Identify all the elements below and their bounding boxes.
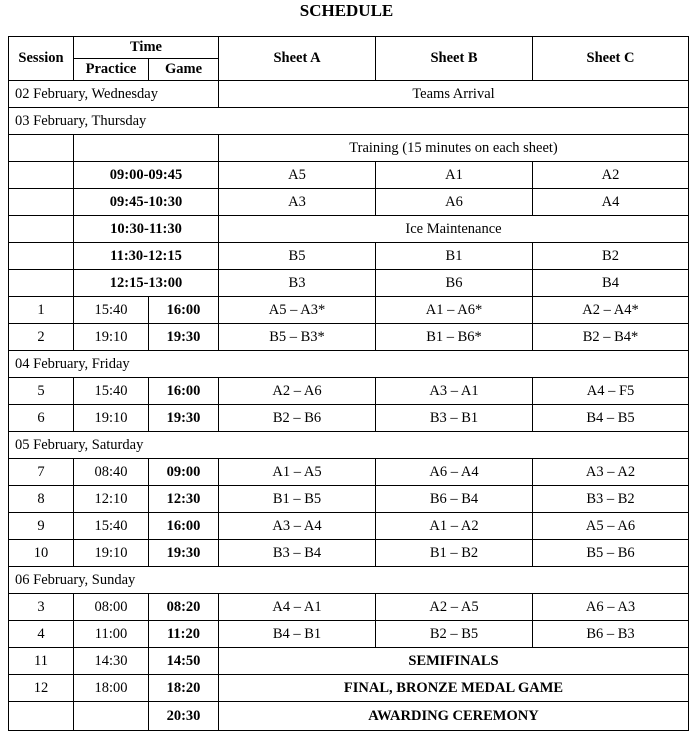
table-row	[9, 135, 689, 162]
empty-cell	[9, 216, 74, 243]
empty-cell	[9, 243, 74, 270]
sheet-b-cell: A3 – A1	[376, 378, 533, 405]
sheet-c-cell: A5 – A6	[533, 513, 689, 540]
table-row	[9, 594, 689, 621]
table-row	[9, 162, 689, 189]
sheet-b-cell: A6 – A4	[376, 459, 533, 486]
table-row	[9, 189, 689, 216]
practice-cell: 11:00	[74, 621, 149, 648]
empty-cell	[74, 135, 219, 162]
table-row	[9, 108, 689, 135]
game-cell: 19:30	[149, 405, 219, 432]
table-row	[9, 648, 689, 675]
sheet-c-cell: B2 – B4*	[533, 324, 689, 351]
sheet-b-cell: A1	[376, 162, 533, 189]
session-cell: 12	[9, 675, 74, 702]
sheet-c-cell: A2	[533, 162, 689, 189]
header-sheet-b: Sheet B	[376, 37, 533, 81]
header-time: Time	[74, 37, 219, 59]
sheet-b-cell: B2 – B5	[376, 621, 533, 648]
training-time: 09:00-09:45	[74, 162, 219, 189]
event-label: Training (15 minutes on each sheet)	[219, 135, 689, 162]
day-label: 03 February, Thursday	[9, 108, 689, 135]
sheet-a-cell: A2 – A6	[219, 378, 376, 405]
sheet-c-cell: A3 – A2	[533, 459, 689, 486]
event-label: Teams Arrival	[219, 81, 689, 108]
training-time: 11:30-12:15	[74, 243, 219, 270]
practice-cell: 15:40	[74, 297, 149, 324]
table-row	[9, 540, 689, 567]
game-cell: 16:00	[149, 513, 219, 540]
session-cell: 8	[9, 486, 74, 513]
day-label: 02 February, Wednesday	[9, 81, 219, 108]
sheet-c-cell: B2	[533, 243, 689, 270]
practice-cell: 12:10	[74, 486, 149, 513]
table-row	[9, 486, 689, 513]
practice-cell: 15:40	[74, 378, 149, 405]
game-cell: 14:50	[149, 648, 219, 675]
header-game: Game	[149, 59, 219, 81]
empty-cell	[9, 189, 74, 216]
sheet-b-cell: A6	[376, 189, 533, 216]
game-cell: 12:30	[149, 486, 219, 513]
sheet-c-cell: B3 – B2	[533, 486, 689, 513]
sheet-c-cell: B5 – B6	[533, 540, 689, 567]
sheet-b-cell: A1 – A2	[376, 513, 533, 540]
sheet-a-cell: B2 – B6	[219, 405, 376, 432]
empty-cell	[74, 702, 149, 731]
practice-cell: 15:40	[74, 513, 149, 540]
practice-cell: 19:10	[74, 540, 149, 567]
session-cell: 9	[9, 513, 74, 540]
session-cell: 6	[9, 405, 74, 432]
practice-cell: 08:40	[74, 459, 149, 486]
sheet-a-cell: A5 – A3*	[219, 297, 376, 324]
table-row	[9, 567, 689, 594]
sheet-c-cell: A4 – F5	[533, 378, 689, 405]
sheet-c-cell: B6 – B3	[533, 621, 689, 648]
sheet-b-cell: B6 – B4	[376, 486, 533, 513]
training-time: 10:30-11:30	[74, 216, 219, 243]
table-row	[9, 81, 689, 108]
table-row	[9, 324, 689, 351]
game-cell: 11:20	[149, 621, 219, 648]
sheet-a-cell: B5	[219, 243, 376, 270]
table-row	[9, 216, 689, 243]
table-row	[9, 378, 689, 405]
sheet-a-cell: A4 – A1	[219, 594, 376, 621]
session-cell: 5	[9, 378, 74, 405]
session-cell: 3	[9, 594, 74, 621]
practice-cell: 18:00	[74, 675, 149, 702]
sheet-a-cell: B5 – B3*	[219, 324, 376, 351]
empty-cell	[9, 702, 74, 731]
session-cell: 4	[9, 621, 74, 648]
page-title: SCHEDULE	[299, 1, 394, 20]
session-cell: 10	[9, 540, 74, 567]
event-label: Ice Maintenance	[219, 216, 689, 243]
event-label: AWARDING CEREMONY	[219, 702, 689, 731]
sheet-c-cell: A6 – A3	[533, 594, 689, 621]
day-label: 05 February, Saturday	[9, 432, 689, 459]
practice-cell: 14:30	[74, 648, 149, 675]
sheet-b-cell: B3 – B1	[376, 405, 533, 432]
table-row	[9, 513, 689, 540]
training-time: 12:15-13:00	[74, 270, 219, 297]
table-row	[9, 243, 689, 270]
day-label: 06 February, Sunday	[9, 567, 689, 594]
sheet-a-cell: B4 – B1	[219, 621, 376, 648]
practice-cell: 08:00	[74, 594, 149, 621]
sheet-a-cell: B3 – B4	[219, 540, 376, 567]
empty-cell	[9, 135, 74, 162]
sheet-a-cell: A1 – A5	[219, 459, 376, 486]
sheet-b-cell: A1 – A6*	[376, 297, 533, 324]
table-row	[9, 621, 689, 648]
table-row	[9, 405, 689, 432]
session-cell: 1	[9, 297, 74, 324]
table-row	[9, 675, 689, 702]
game-cell: 16:00	[149, 297, 219, 324]
game-cell: 19:30	[149, 540, 219, 567]
training-time: 09:45-10:30	[74, 189, 219, 216]
table-row	[9, 351, 689, 378]
empty-cell	[9, 270, 74, 297]
sheet-b-cell: B6	[376, 270, 533, 297]
sheet-b-cell: B1	[376, 243, 533, 270]
game-cell: 09:00	[149, 459, 219, 486]
table-row	[9, 297, 689, 324]
game-cell: 08:20	[149, 594, 219, 621]
sheet-a-cell: B3	[219, 270, 376, 297]
sheet-b-cell: A2 – A5	[376, 594, 533, 621]
game-cell: 19:30	[149, 324, 219, 351]
sheet-a-cell: A5	[219, 162, 376, 189]
practice-cell: 19:10	[74, 405, 149, 432]
event-label: FINAL, BRONZE MEDAL GAME	[219, 675, 689, 702]
sheet-c-cell: A4	[533, 189, 689, 216]
sheet-c-cell: A2 – A4*	[533, 297, 689, 324]
game-cell: 18:20	[149, 675, 219, 702]
game-cell: 16:00	[149, 378, 219, 405]
sheet-a-cell: A3 – A4	[219, 513, 376, 540]
sheet-a-cell: A3	[219, 189, 376, 216]
sheet-a-cell: B1 – B5	[219, 486, 376, 513]
practice-cell: 19:10	[74, 324, 149, 351]
header-sheet-a: Sheet A	[219, 37, 376, 81]
table-row	[9, 702, 689, 731]
sheet-c-cell: B4	[533, 270, 689, 297]
session-cell: 2	[9, 324, 74, 351]
sheet-c-cell: B4 – B5	[533, 405, 689, 432]
header-session: Session	[9, 37, 74, 81]
header-sheet-c: Sheet C	[533, 37, 689, 81]
table-row	[9, 270, 689, 297]
session-cell: 11	[9, 648, 74, 675]
session-cell: 7	[9, 459, 74, 486]
event-label: SEMIFINALS	[219, 648, 689, 675]
empty-cell	[9, 162, 74, 189]
sheet-b-cell: B1 – B6*	[376, 324, 533, 351]
table-row	[9, 459, 689, 486]
game-cell: 20:30	[149, 702, 219, 731]
sheet-b-cell: B1 – B2	[376, 540, 533, 567]
schedule-table	[8, 36, 689, 731]
header-row-1	[9, 37, 689, 59]
header-practice: Practice	[74, 59, 149, 81]
table-row	[9, 432, 689, 459]
day-label: 04 February, Friday	[9, 351, 689, 378]
